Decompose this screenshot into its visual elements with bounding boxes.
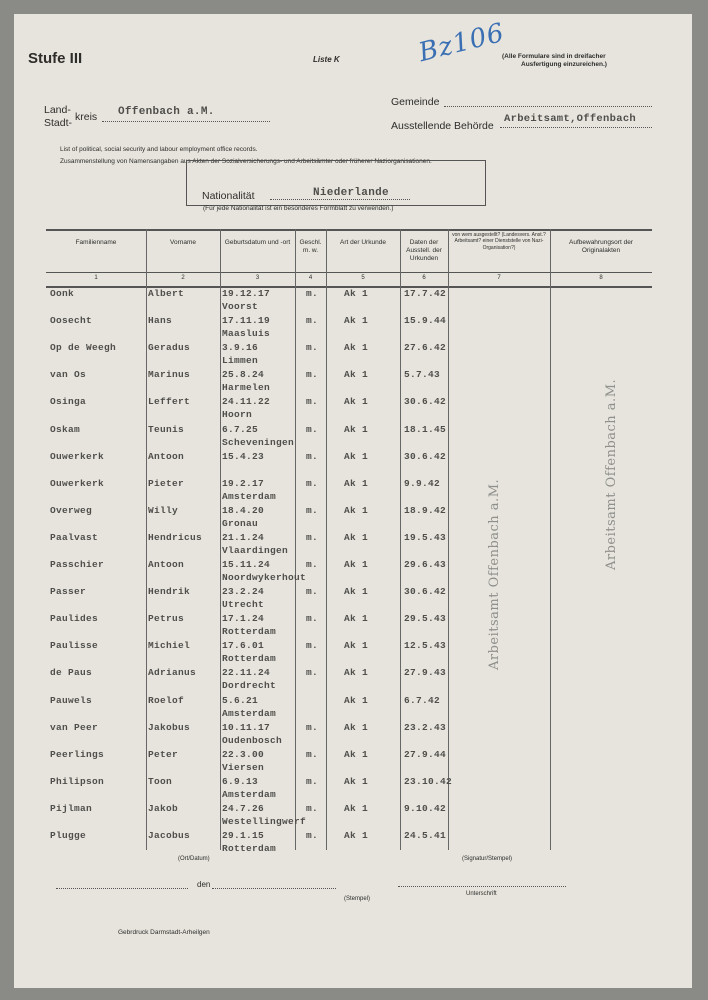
table-header-rule	[46, 272, 652, 273]
birth-date-cell: 19.12.17	[222, 288, 271, 299]
birth-date-cell: 17.1.24	[222, 613, 265, 625]
birth-date-cell: 29.1.15	[222, 830, 265, 841]
behoerde-underline	[500, 127, 652, 128]
first-name-cell: Marinus	[148, 369, 191, 381]
surname-cell: Passchier	[50, 559, 105, 570]
document-type-cell: Ak 1	[344, 288, 369, 299]
first-name-cell: Jakob	[148, 802, 179, 814]
place-underline	[56, 888, 188, 889]
column-header: Vorname	[169, 239, 197, 246]
column-header: Art der Urkunde	[340, 239, 386, 246]
issue-date-cell: 19.5.43	[404, 531, 447, 543]
sex-cell: m.	[306, 369, 319, 381]
birth-date-cell: 19.2.17	[222, 477, 265, 489]
document-type-cell: Ak 1	[344, 531, 369, 543]
land-label: Land-	[44, 104, 71, 116]
birth-place-cell: Gronau	[222, 517, 259, 529]
column-header: Geschl. m. w.	[299, 239, 322, 255]
birth-place-cell: Rotterdam	[222, 626, 277, 638]
birth-place-cell: Dordrecht	[222, 680, 277, 692]
document-type-cell: Ak 1	[344, 559, 369, 570]
issue-date-cell: 27.9.44	[404, 748, 447, 760]
birth-date-cell: 22.3.00	[222, 748, 265, 760]
signature-stamp-label: (Signatur/Stempel)	[462, 856, 513, 862]
behoerde-label: Ausstellende Behörde	[391, 120, 494, 132]
printer-imprint: Gebrdruck Darmstadt-Arheilgen	[118, 929, 210, 936]
column-number: 1	[94, 275, 98, 281]
first-name-cell: Pieter	[148, 477, 185, 489]
first-name-cell: Antoon	[148, 559, 185, 570]
surname-cell: Philipson	[50, 775, 105, 787]
first-name-cell: Adrianus	[148, 667, 197, 679]
issue-date-cell: 23.2.43	[404, 721, 447, 733]
sex-cell: m.	[306, 802, 319, 814]
document-type-cell: Ak 1	[344, 504, 369, 516]
date-underline	[212, 888, 336, 889]
birth-date-cell: 15.11.24	[222, 559, 271, 570]
column-number: 7	[497, 275, 501, 281]
first-name-cell: Jakobus	[148, 721, 191, 733]
issue-date-cell: 18.9.42	[404, 504, 447, 516]
surname-cell: Ouwerkerk	[50, 450, 105, 462]
document-type-cell: Ak 1	[344, 694, 369, 706]
sex-cell: m.	[306, 830, 319, 841]
left-office-stamp: Arbeitsamt Offenbach a.M.	[487, 478, 502, 670]
first-name-cell: Antoon	[148, 450, 185, 462]
surname-cell: Oosecht	[50, 315, 93, 327]
issue-date-cell: 24.5.41	[404, 830, 447, 841]
birth-place-cell: Limmen	[222, 355, 259, 367]
surname-cell: Osinga	[50, 396, 87, 408]
first-name-cell: Peter	[148, 748, 179, 760]
handwritten-number: Bz106	[415, 17, 508, 69]
birth-place-cell: Rotterdam	[222, 843, 277, 854]
signature-label: Unterschrift	[466, 891, 497, 897]
kreis-value: Offenbach a.M.	[118, 106, 215, 118]
surname-cell: Ouwerkerk	[50, 477, 105, 489]
surname-cell: Overweg	[50, 504, 93, 516]
birth-date-cell: 3.9.16	[222, 342, 259, 354]
first-name-cell: Teunis	[148, 423, 185, 435]
den-label: den	[197, 880, 211, 889]
birth-place-cell: Vlaardingen	[222, 544, 289, 556]
gemeinde-label: Gemeinde	[391, 96, 440, 108]
surname-cell: Oonk	[50, 288, 75, 299]
birth-place-cell: Scheveningen	[222, 436, 295, 448]
surname-cell: Op de Weegh	[50, 342, 117, 354]
issue-date-cell: 5.7.43	[404, 369, 441, 381]
german-description: Zusammenstellung von Namensangaben aus Akten der Sozialversicherungs- und Arbeitsämter oder früherer Naziorganisationen.	[60, 158, 432, 165]
first-name-cell: Willy	[148, 504, 179, 516]
document-type-cell: Ak 1	[344, 802, 369, 814]
sex-cell: m.	[306, 640, 319, 652]
birth-place-cell: Harmelen	[222, 382, 271, 394]
first-name-cell: Geradus	[148, 342, 191, 354]
birth-date-cell: 6.7.25	[222, 423, 259, 435]
document-type-cell: Ak 1	[344, 613, 369, 625]
surname-cell: Pijlman	[50, 802, 93, 814]
issue-date-cell: 30.6.42	[404, 450, 447, 462]
column-number: 8	[599, 275, 603, 281]
first-name-cell: Hans	[148, 315, 173, 327]
document-type-cell: Ak 1	[344, 423, 369, 435]
birth-date-cell: 17.6.01	[222, 640, 265, 652]
surname-cell: Paalvast	[50, 531, 99, 543]
surname-cell: van Peer	[50, 721, 99, 733]
birth-date-cell: 5.6.21	[222, 694, 259, 706]
surname-cell: Paulides	[50, 613, 99, 625]
birth-place-cell: Noordwykerhout	[222, 572, 307, 583]
birth-date-cell: 24.7.26	[222, 802, 265, 814]
first-name-cell: Hendrik	[148, 586, 191, 598]
sex-cell: m.	[306, 531, 319, 543]
kreis-underline	[102, 121, 270, 122]
issue-date-cell: 9.9.42	[404, 477, 441, 489]
birth-date-cell: 21.1.24	[222, 531, 265, 543]
birth-place-cell: Utrecht	[222, 599, 265, 611]
place-date-label: (Ort/Datum)	[178, 856, 210, 862]
document-type-cell: Ak 1	[344, 748, 369, 760]
issue-date-cell: 6.7.42	[404, 694, 441, 706]
first-name-cell: Petrus	[148, 613, 185, 625]
english-description: List of political, social security and labour employment office records.	[60, 146, 258, 153]
sex-cell: m.	[306, 721, 319, 733]
nationality-underline	[270, 199, 410, 200]
column-number: 3	[255, 275, 260, 281]
sex-cell: m.	[306, 775, 319, 787]
issue-date-cell: 29.5.43	[404, 613, 447, 625]
birth-place-cell: Voorst	[222, 301, 259, 312]
list-label: Liste K	[313, 55, 340, 64]
birth-place-cell: Rotterdam	[222, 653, 277, 665]
birth-date-cell: 22.11.24	[222, 667, 271, 679]
nationality-label: Nationalität	[202, 190, 255, 202]
birth-date-cell: 25.8.24	[222, 369, 265, 381]
right-office-stamp: Arbeitsamt Offenbach a.M.	[604, 378, 619, 570]
surname-cell: van Os	[50, 369, 87, 381]
document-type-cell: Ak 1	[344, 342, 369, 354]
column-number: 4	[308, 275, 313, 281]
sex-cell: m.	[306, 315, 319, 327]
birth-place-cell: Amsterdam	[222, 490, 277, 502]
sex-cell: m.	[306, 586, 319, 598]
sex-cell: m.	[306, 613, 319, 625]
birth-date-cell: 23.2.24	[222, 586, 265, 598]
stadt-label: Stadt-	[44, 117, 73, 129]
signature-underline	[398, 886, 566, 887]
column-header: Familienname	[75, 239, 117, 246]
birth-place-cell: Hoorn	[222, 409, 253, 421]
sex-cell: m.	[306, 450, 319, 462]
birth-place-cell: Amsterdam	[222, 707, 277, 719]
sex-cell: m.	[306, 559, 319, 570]
column-number: 6	[422, 275, 426, 281]
first-name-cell: Toon	[148, 775, 173, 787]
nationality-note: (Für jede Nationalität ist ein besonderes Formblatt zu verwenden.)	[203, 205, 394, 212]
issue-date-cell: 15.9.44	[404, 315, 447, 327]
first-name-cell: Michiel	[148, 640, 191, 652]
surname-cell: Pauwels	[50, 694, 93, 706]
issue-date-cell: 27.6.42	[404, 342, 447, 354]
issue-date-cell: 30.6.42	[404, 586, 447, 598]
document-type-cell: Ak 1	[344, 369, 369, 381]
issue-date-cell: 23.10.42	[404, 775, 453, 787]
sex-cell: m.	[306, 748, 319, 760]
document-type-cell: Ak 1	[344, 315, 369, 327]
nationality-value: Niederlande	[313, 187, 389, 199]
behoerde-value: Arbeitsamt,Offenbach	[504, 113, 637, 125]
birth-date-cell: 24.11.22	[222, 396, 271, 408]
surname-cell: de Paus	[50, 667, 93, 679]
sex-cell: m.	[306, 477, 319, 489]
document-type-cell: Ak 1	[344, 775, 369, 787]
kreis-label: kreis	[75, 111, 98, 123]
birth-date-cell: 15.4.23	[222, 450, 265, 462]
birth-date-cell: 17.11.19	[222, 315, 271, 327]
sex-cell: m.	[306, 504, 319, 516]
issue-date-cell: 17.7.42	[404, 288, 447, 299]
birth-place-cell: Amsterdam	[222, 788, 277, 800]
issue-date-cell: 18.1.45	[404, 423, 447, 435]
first-name-cell: Hendricus	[148, 531, 203, 543]
surname-cell: Paulisse	[50, 640, 99, 652]
birth-date-cell: 18.4.20	[222, 504, 265, 516]
document-type-cell: Ak 1	[344, 721, 369, 733]
document-type-cell: Ak 1	[344, 667, 369, 679]
gemeinde-underline	[444, 106, 652, 107]
column-header: Aufbewahrungsort der Originalakten	[569, 239, 633, 255]
birth-place-cell: Westellingwerf	[222, 815, 307, 827]
surname-cell: Passer	[50, 586, 87, 598]
issue-date-cell: 9.10.42	[404, 802, 447, 814]
birth-place-cell: Oudenbosch	[222, 734, 283, 746]
form-title: Stufe III	[28, 50, 83, 67]
first-name-cell: Albert	[148, 288, 185, 299]
copies-note-line2: Ausfertigung einzureichen.)	[521, 61, 607, 68]
birth-date-cell: 6.9.13	[222, 775, 259, 787]
sex-cell: m.	[306, 423, 319, 435]
sex-cell: m.	[306, 342, 319, 354]
column-header: Geburtsdatum und -ort	[224, 239, 291, 246]
table-top-rule	[46, 229, 652, 231]
column-header: von wem ausgestellt? (Landesvers. Anst.? Arbeitsamt? einer Dienststelle von Nazi-Organisation?)	[452, 232, 546, 251]
surname-cell: Plugge	[50, 830, 87, 841]
document-type-cell: Ak 1	[344, 477, 369, 489]
column-header: Daten der Ausstell. der Urkunden	[406, 239, 442, 263]
surname-cell: Oskam	[50, 423, 81, 435]
birth-place-cell: Maasluis	[222, 328, 271, 340]
sex-cell: m.	[306, 667, 319, 679]
document-type-cell: Ak 1	[344, 450, 369, 462]
surname-cell: Peerlings	[50, 748, 105, 760]
sex-cell: m.	[306, 288, 319, 299]
stamp-label: (Stempel)	[344, 896, 371, 902]
sex-cell: m.	[306, 396, 319, 408]
document-type-cell: Ak 1	[344, 830, 369, 841]
first-name-cell: Leffert	[148, 396, 191, 408]
document-type-cell: Ak 1	[344, 396, 369, 408]
document-type-cell: Ak 1	[344, 586, 369, 598]
issue-date-cell: 12.5.43	[404, 640, 447, 652]
document-type-cell: Ak 1	[344, 640, 369, 652]
copies-note-line1: (Alle Formulare sind in dreifacher	[502, 53, 606, 60]
column-number: 5	[361, 275, 365, 281]
first-name-cell: Roelof	[148, 694, 185, 706]
first-name-cell: Jacobus	[148, 830, 191, 841]
birth-date-cell: 10.11.17	[222, 721, 271, 733]
issue-date-cell: 30.6.42	[404, 396, 447, 408]
column-number: 2	[181, 275, 185, 281]
issue-date-cell: 29.6.43	[404, 559, 447, 570]
birth-place-cell: Viersen	[222, 761, 265, 773]
issue-date-cell: 27.9.43	[404, 667, 447, 679]
